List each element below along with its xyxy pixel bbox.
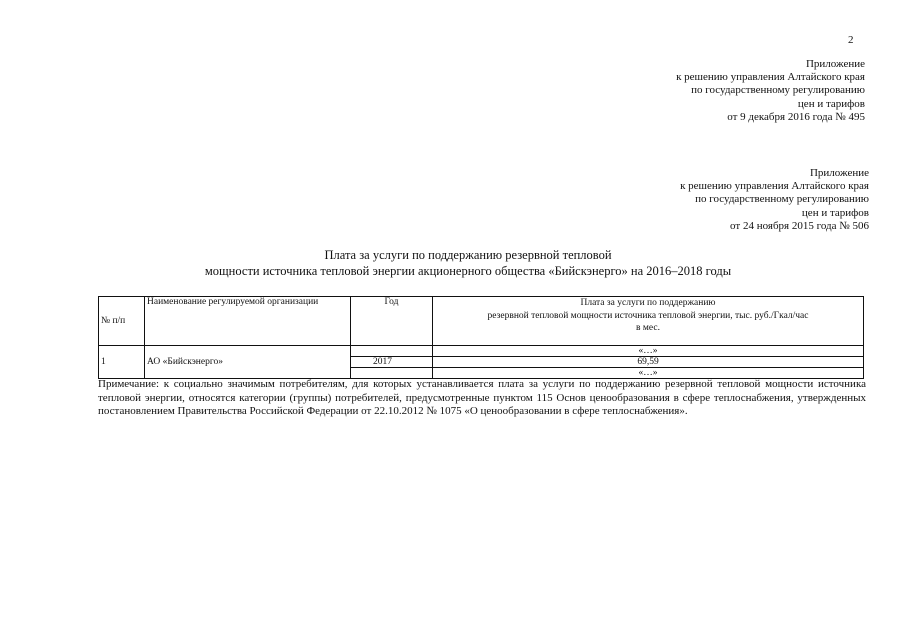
table-header-row	[99, 297, 864, 346]
appendix-line: цен и тарифов	[801, 206, 869, 219]
title-line-2: мощности источника тепловой энергии акционерного общества «Бийскэнерго» на 2016–2018 годы	[204, 264, 732, 278]
appendix-line: цен и тарифов	[797, 97, 865, 110]
header-year: Год	[351, 297, 433, 346]
appendix-block-current	[676, 58, 865, 124]
document-title	[98, 247, 838, 279]
cell-fee: «…»	[433, 368, 864, 379]
table-row	[99, 346, 864, 357]
cell-fee: «…»	[433, 346, 864, 357]
cell-year: 2017	[351, 357, 433, 368]
footnote: Примечание: к социально значимым потребителям, для которых устанавливается плата за услуги по поддержанию резервной тепловой мощности источника тепловой энергии, относятся категории (группы) потребителей, предусмотренные пунктом 115 Основ ценообразования в сфере теплоснабжения, утвержденных постановлением Правительства Российской Федерации от 22.10.2012 № 1075 «О ценообразовании в сфере теплоснабжения».	[98, 378, 866, 417]
header-org: Наименование регулируемой организации	[145, 297, 351, 346]
header-fee-line: Плата за услуги по поддержанию	[580, 298, 716, 308]
appendix-line: по государственному регулированию	[691, 84, 865, 97]
page-number: 2	[848, 34, 854, 46]
appendix-line: к решению управления Алтайского края	[680, 180, 869, 193]
header-fee	[433, 297, 864, 346]
appendix-block-original	[680, 167, 869, 233]
cell-year	[351, 346, 433, 357]
tariff-table	[98, 296, 864, 379]
appendix-line: к решению управления Алтайского края	[676, 71, 865, 84]
appendix-line: от 24 ноября 2015 года № 506	[730, 219, 869, 232]
cell-fee: 69,59	[433, 357, 864, 368]
cell-num: 1	[99, 346, 145, 379]
cell-year	[351, 368, 433, 379]
cell-org: АО «Бийскэнерго»	[145, 346, 351, 379]
appendix-line: от 9 декабря 2016 года № 495	[727, 110, 865, 123]
appendix-line: Приложение	[805, 58, 865, 70]
title-line-1: Плата за услуги по поддержанию резервной тепловой	[324, 248, 612, 262]
header-fee-line: резервной тепловой мощности источника тепловой энергии, тыс. руб./Гкал/час	[487, 310, 809, 321]
header-num: № п/п	[99, 297, 145, 346]
header-fee-line: в мес.	[636, 323, 660, 333]
appendix-line: по государственному регулированию	[695, 193, 869, 206]
appendix-line: Приложение	[809, 167, 869, 179]
